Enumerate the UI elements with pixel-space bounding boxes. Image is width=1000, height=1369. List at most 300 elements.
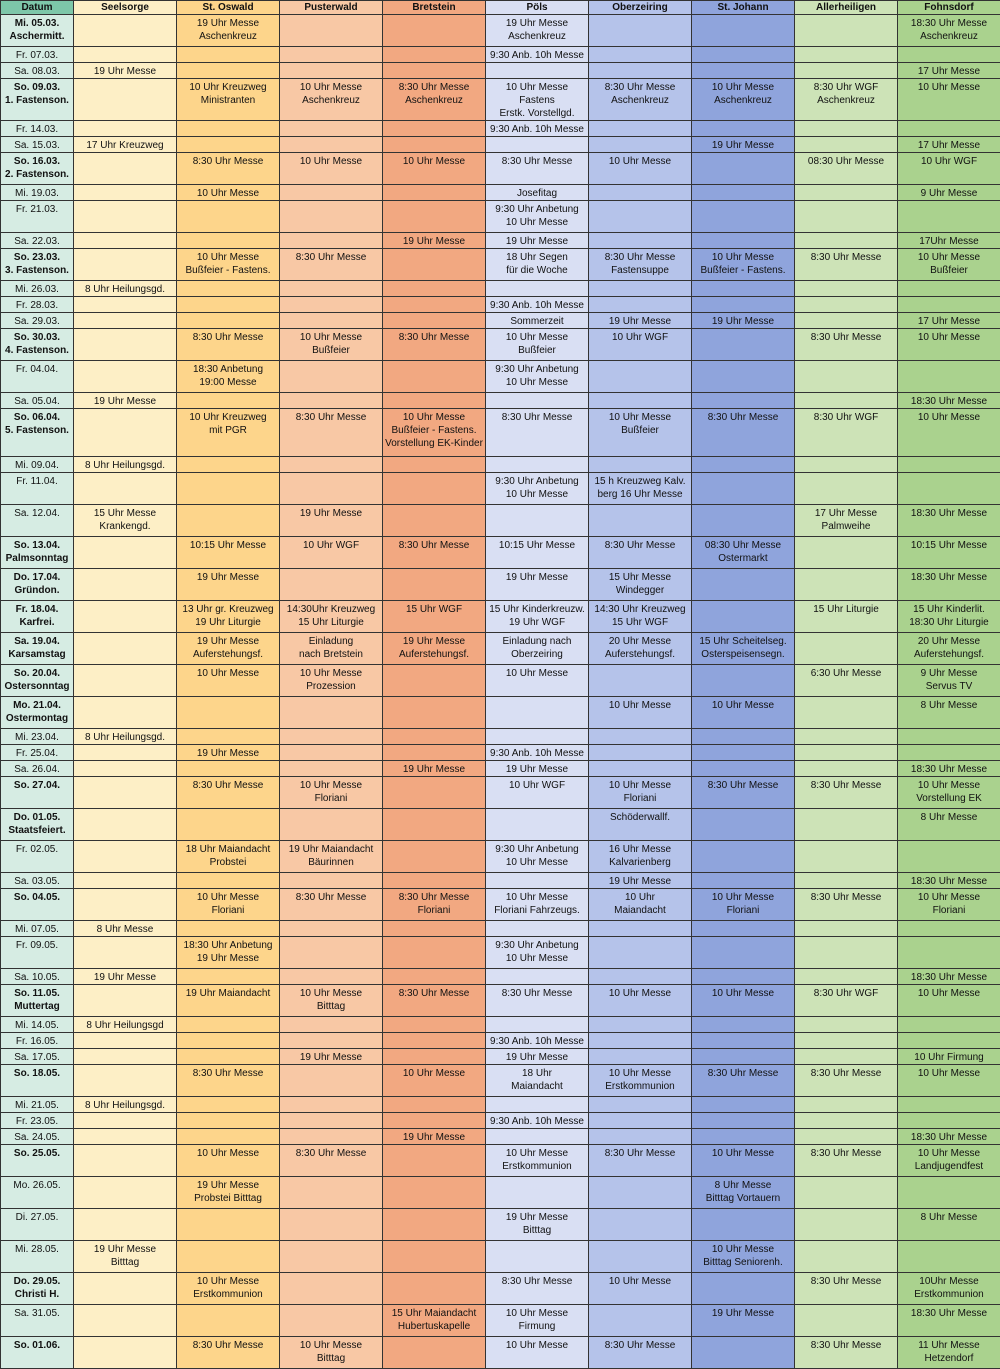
date-cell: Fr. 16.05. [1,1033,74,1049]
event-cell: 9 Uhr Messe Servus TV [898,665,1000,697]
table-row [1,1209,1000,1241]
event-cell: 10 Uhr Messe [177,1145,280,1177]
event-cell [177,697,280,729]
date-cell: Do. 01.05. Staatsfeiert. [1,809,74,841]
event-cell [795,841,898,873]
event-cell [280,937,383,969]
event-cell [280,1065,383,1097]
event-cell: 10 Uhr Messe Floriani [280,777,383,809]
event-cell: 17 Uhr Messe Palmweihe [795,505,898,537]
event-cell: 8 Uhr Messe [898,809,1000,841]
event-cell [177,921,280,937]
date-cell: Fr. 11.04. [1,473,74,505]
event-cell [280,15,383,47]
event-cell: 10 Uhr Messe [692,697,795,729]
column-header: Pöls [486,1,589,15]
table-row [1,537,1000,569]
event-cell: 13 Uhr gr. Kreuzweg 19 Uhr Liturgie [177,601,280,633]
event-cell: 10 Uhr Messe [589,1273,692,1305]
table-row [1,185,1000,201]
event-cell [692,761,795,777]
table-row [1,505,1000,537]
table-row [1,361,1000,393]
event-cell [692,1337,795,1369]
event-cell [74,201,177,233]
event-cell: 15 Uhr Liturgie [795,601,898,633]
event-cell [486,697,589,729]
event-cell [692,1017,795,1033]
date-cell: Mi. 23.04. [1,729,74,745]
date-cell: Fr. 07.03. [1,47,74,63]
table-row [1,15,1000,47]
date-cell: So. 27.04. [1,777,74,809]
date-cell: Mi. 21.05. [1,1097,74,1113]
event-cell [589,1097,692,1113]
event-cell: Josefitag [486,185,589,201]
event-cell: 8:30 Uhr Messe [177,153,280,185]
table-row [1,63,1000,79]
table-row [1,1065,1000,1097]
event-cell [589,1049,692,1065]
table-row [1,457,1000,473]
event-cell [898,937,1000,969]
table-row [1,1113,1000,1129]
event-cell: 8:30 Uhr Messe Aschenkreuz [589,79,692,121]
table-row [1,47,1000,63]
event-cell [177,281,280,297]
column-header: Seelsorge [74,1,177,15]
column-header: Fohnsdorf [898,1,1000,15]
column-header: St. Johann [692,1,795,15]
event-cell [692,921,795,937]
event-cell: 10 Uhr Messe Bußfeier [280,329,383,361]
event-cell [692,1033,795,1049]
table-row [1,1097,1000,1113]
event-cell [795,761,898,777]
event-cell: 10 Uhr Messe Floriani [898,889,1000,921]
event-cell: 10:15 Uhr Messe [486,537,589,569]
table-row [1,153,1000,185]
event-cell [486,457,589,473]
date-cell: So. 04.05. [1,889,74,921]
event-cell [898,121,1000,137]
event-cell: 15 Uhr Kinderlit. 18:30 Uhr Liturgie [898,601,1000,633]
event-cell [383,569,486,601]
event-cell [486,505,589,537]
table-row [1,969,1000,985]
event-cell [589,1033,692,1049]
event-cell: 10 Uhr WGF [589,329,692,361]
event-cell [383,1033,486,1049]
date-cell: Sa. 12.04. [1,505,74,537]
event-cell: 10 Uhr Messe Aschenkreuz [692,79,795,121]
event-cell [74,1113,177,1129]
event-cell: 19 Uhr Maiandacht Bäurinnen [280,841,383,873]
event-cell [383,361,486,393]
event-cell [177,63,280,79]
event-cell: 19 Uhr Messe [692,1305,795,1337]
event-cell [692,63,795,79]
event-cell [486,1129,589,1145]
event-cell: 10 Uhr Messe Vorstellung EK [898,777,1000,809]
event-cell: 8:30 Uhr Messe [692,777,795,809]
event-cell [589,121,692,137]
event-cell [74,1129,177,1145]
event-cell [692,15,795,47]
date-cell: Mi. 19.03. [1,185,74,201]
date-cell: Do. 17.04. Gründon. [1,569,74,601]
event-cell: 10 Uhr Messe [589,153,692,185]
event-cell: 8:30 Uhr Messe [795,889,898,921]
event-cell: 8:30 Uhr Messe [486,153,589,185]
event-cell [795,15,898,47]
event-cell [74,79,177,121]
event-cell [74,473,177,505]
event-cell: 19 Uhr Messe Probstei Bitttag [177,1177,280,1209]
event-cell [280,457,383,473]
table-row [1,1129,1000,1145]
event-cell: 8:30 Uhr Messe [486,409,589,457]
event-cell [383,121,486,137]
event-cell: 8 Uhr Heilungsgd [74,1017,177,1033]
event-cell: 19 Uhr Messe [383,761,486,777]
event-cell [795,537,898,569]
event-cell: 19 Uhr Messe [177,745,280,761]
event-cell [589,361,692,393]
event-cell [74,633,177,665]
event-cell [692,969,795,985]
event-cell [74,361,177,393]
event-cell [589,15,692,47]
date-cell: Sa. 03.05. [1,873,74,889]
event-cell [280,121,383,137]
event-cell: 8:30 Uhr Messe [795,329,898,361]
event-cell [692,665,795,697]
event-cell [589,1017,692,1033]
event-cell [898,457,1000,473]
date-cell: Fr. 23.05. [1,1113,74,1129]
event-cell [280,921,383,937]
event-cell: 15 Uhr Kinderkreuzw. 19 Uhr WGF [486,601,589,633]
event-cell [383,1113,486,1129]
event-cell: 17Uhr Messe [898,233,1000,249]
event-cell [280,1129,383,1145]
event-cell [177,1097,280,1113]
event-cell [795,937,898,969]
event-cell [383,15,486,47]
date-cell: Fr. 25.04. [1,745,74,761]
event-cell: 19 Uhr Messe [486,1049,589,1065]
table-row [1,1273,1000,1305]
event-cell [74,1049,177,1065]
event-cell: Schöderwallf. [589,809,692,841]
event-cell: 8:30 Uhr Messe [795,1273,898,1305]
event-cell: 10 Uhr Messe Bußfeier [486,329,589,361]
event-cell [177,393,280,409]
event-cell [177,137,280,153]
event-cell: 10 Uhr Messe Erstkommunion [177,1273,280,1305]
event-cell: 8:30 Uhr WGF Aschenkreuz [795,79,898,121]
event-cell [795,63,898,79]
event-cell [177,1129,280,1145]
event-cell [795,1017,898,1033]
event-cell: Einladung nach Oberzeiring [486,633,589,665]
event-cell: 8:30 Uhr Messe [280,409,383,457]
table-row [1,329,1000,361]
event-cell: 10 Uhr Messe [589,985,692,1017]
event-cell [898,297,1000,313]
event-cell: 8:30 Uhr Messe [177,1065,280,1097]
event-cell [74,745,177,761]
event-cell [692,329,795,361]
event-cell [589,1129,692,1145]
event-cell [74,761,177,777]
event-cell: 10 Uhr Messe Floriani [692,889,795,921]
event-cell [383,1209,486,1241]
event-cell [280,1305,383,1337]
date-cell: Do. 29.05. Christi H. [1,1273,74,1305]
event-cell [898,745,1000,761]
event-cell [74,329,177,361]
event-cell [280,969,383,985]
event-cell: 10 Uhr Messe [898,329,1000,361]
event-cell [74,185,177,201]
date-cell: So. 18.05. [1,1065,74,1097]
event-cell: 18:30 Uhr Messe [898,505,1000,537]
table-row [1,569,1000,601]
event-cell: 14:30Uhr Kreuzweg 15 Uhr Liturgie [280,601,383,633]
event-cell: 14:30 Uhr Kreuzweg 15 Uhr WGF [589,601,692,633]
event-cell: 19 Uhr Messe [589,873,692,889]
event-cell [795,1177,898,1209]
event-cell: 10 Uhr Messe Bitttag [280,1337,383,1369]
event-cell [795,1049,898,1065]
event-cell: 10 Uhr WGF [486,777,589,809]
event-cell [589,1177,692,1209]
table-row [1,137,1000,153]
event-cell [795,137,898,153]
table-row [1,201,1000,233]
event-cell: 8:30 Uhr Messe Aschenkreuz [383,79,486,121]
event-cell [692,601,795,633]
event-cell [383,809,486,841]
event-cell: 18:30 Uhr Messe [898,1129,1000,1145]
event-cell: 6:30 Uhr Messe [795,665,898,697]
event-cell: 17 Uhr Messe [898,63,1000,79]
event-cell: 10 Uhr Messe [177,185,280,201]
event-cell [177,969,280,985]
event-cell [280,761,383,777]
event-cell [898,1113,1000,1129]
event-cell [177,313,280,329]
date-cell: Fr. 04.04. [1,361,74,393]
event-cell [383,473,486,505]
event-cell: 8:30 Uhr Messe [795,249,898,281]
event-cell: 20 Uhr Messe Auferstehungsf. [589,633,692,665]
event-cell [692,297,795,313]
event-cell: 8:30 Uhr Messe [486,985,589,1017]
event-cell: 8:30 Uhr Messe [486,1273,589,1305]
event-cell: 8 Uhr Heilungsgd. [74,729,177,745]
event-cell [177,47,280,63]
event-cell: 18:30 Uhr Messe [898,569,1000,601]
date-cell: So. 20.04. Ostersonntag [1,665,74,697]
event-cell [74,1145,177,1177]
event-cell: 10 Uhr Messe Bitttag Seniorenh. [692,1241,795,1273]
event-cell [383,1097,486,1113]
event-cell [692,745,795,761]
event-cell [898,473,1000,505]
event-cell [795,873,898,889]
date-cell: Fr. 18.04. Karfrei. [1,601,74,633]
event-cell: 18 Uhr Maiandacht [486,1065,589,1097]
event-cell [486,809,589,841]
event-cell [177,473,280,505]
event-cell [280,137,383,153]
date-cell: Fr. 09.05. [1,937,74,969]
event-cell: 10 Uhr Messe [898,409,1000,457]
event-cell [589,745,692,761]
event-cell [280,63,383,79]
event-cell: 10:15 Uhr Messe [177,537,280,569]
table-row [1,873,1000,889]
table-row [1,601,1000,633]
event-cell [692,201,795,233]
table-row [1,985,1000,1017]
event-cell: 10 Uhr WGF [898,153,1000,185]
event-cell [74,537,177,569]
date-cell: Sa. 17.05. [1,1049,74,1065]
event-cell [280,745,383,761]
event-cell [795,233,898,249]
event-cell [74,601,177,633]
event-cell [692,47,795,63]
event-cell [692,121,795,137]
date-cell: So. 30.03. 4. Fastenson. [1,329,74,361]
event-cell [898,1033,1000,1049]
event-cell [74,1209,177,1241]
event-cell: 19 Uhr Messe [692,313,795,329]
event-cell [74,1065,177,1097]
event-cell [486,1241,589,1273]
event-cell [280,361,383,393]
event-cell [383,47,486,63]
event-cell [177,201,280,233]
event-cell [486,281,589,297]
event-cell [486,873,589,889]
event-cell [795,1305,898,1337]
event-cell [74,809,177,841]
event-cell [280,201,383,233]
event-cell [795,313,898,329]
event-cell [280,809,383,841]
event-cell [177,1017,280,1033]
event-cell [589,201,692,233]
event-cell [692,185,795,201]
event-cell [74,409,177,457]
event-cell: 8:30 Uhr Messe [589,1337,692,1369]
table-row [1,121,1000,137]
event-cell [383,137,486,153]
event-cell [383,457,486,473]
event-cell [383,1145,486,1177]
date-cell: Mo. 26.05. [1,1177,74,1209]
event-cell: 10 Uhr Messe Aschenkreuz [280,79,383,121]
event-cell [177,505,280,537]
event-cell [486,969,589,985]
event-cell: 08:30 Uhr Messe [795,153,898,185]
event-cell: 8:30 Uhr Messe [795,1145,898,1177]
event-cell: 19 Uhr Messe [486,569,589,601]
event-cell [280,1177,383,1209]
event-cell [177,1209,280,1241]
event-cell: 19 Uhr Messe [486,233,589,249]
event-cell: 15 Uhr Messe Krankengd. [74,505,177,537]
date-cell: So. 13.04. Palmsonntag [1,537,74,569]
event-cell: 8:30 Uhr WGF [795,985,898,1017]
event-cell: 10 Uhr Messe [692,985,795,1017]
event-cell: 10 Uhr Messe Bußfeier - Fastens. [177,249,280,281]
event-cell [280,729,383,745]
column-header: Pusterwald [280,1,383,15]
event-cell: 18:30 Uhr Messe Aschenkreuz [898,15,1000,47]
date-cell: Mi. 09.04. [1,457,74,473]
event-cell: 8 Uhr Messe [898,1209,1000,1241]
column-header: St. Oswald [177,1,280,15]
date-cell: So. 11.05. Muttertag [1,985,74,1017]
event-cell [177,1305,280,1337]
event-cell [383,729,486,745]
event-cell: 10 Uhr Messe Bußfeier [898,249,1000,281]
event-cell [177,297,280,313]
date-cell: Mi. 05.03. Aschermitt. [1,15,74,47]
event-cell: 8 Uhr Messe Bitttag Vortauern [692,1177,795,1209]
event-cell: 19 Uhr Messe [74,969,177,985]
event-cell [74,121,177,137]
event-cell [795,1129,898,1145]
event-cell: 8:30 Uhr Messe [589,1145,692,1177]
event-cell [589,969,692,985]
event-cell [795,393,898,409]
event-cell: 10 Uhr Messe [280,153,383,185]
date-cell: Mo. 21.04. Ostermontag [1,697,74,729]
event-cell: 10 Uhr Kreuzweg Ministranten [177,79,280,121]
event-cell: 10Uhr Messe Erstkommunion [898,1273,1000,1305]
date-cell: Sa. 15.03. [1,137,74,153]
event-cell [795,969,898,985]
table-row [1,937,1000,969]
event-cell: 19 Uhr Messe [692,137,795,153]
event-cell: 19 Uhr Maiandacht [177,985,280,1017]
event-cell [177,729,280,745]
event-cell [486,63,589,79]
event-cell: 8:30 Uhr Messe [383,537,486,569]
event-cell [589,1241,692,1273]
table-row [1,665,1000,697]
column-header: Datum [1,1,74,15]
event-cell [692,1049,795,1065]
event-cell [486,137,589,153]
event-cell: 15 Uhr WGF [383,601,486,633]
event-cell: 9:30 Uhr Anbetung 10 Uhr Messe [486,841,589,873]
event-cell [383,1241,486,1273]
event-cell: 19 Uhr Messe [383,233,486,249]
event-cell: 10 Uhr Messe [692,1145,795,1177]
event-cell [280,1113,383,1129]
event-cell [383,777,486,809]
event-cell: 8 Uhr Messe [74,921,177,937]
event-cell: 8:30 Uhr Messe [383,985,486,1017]
